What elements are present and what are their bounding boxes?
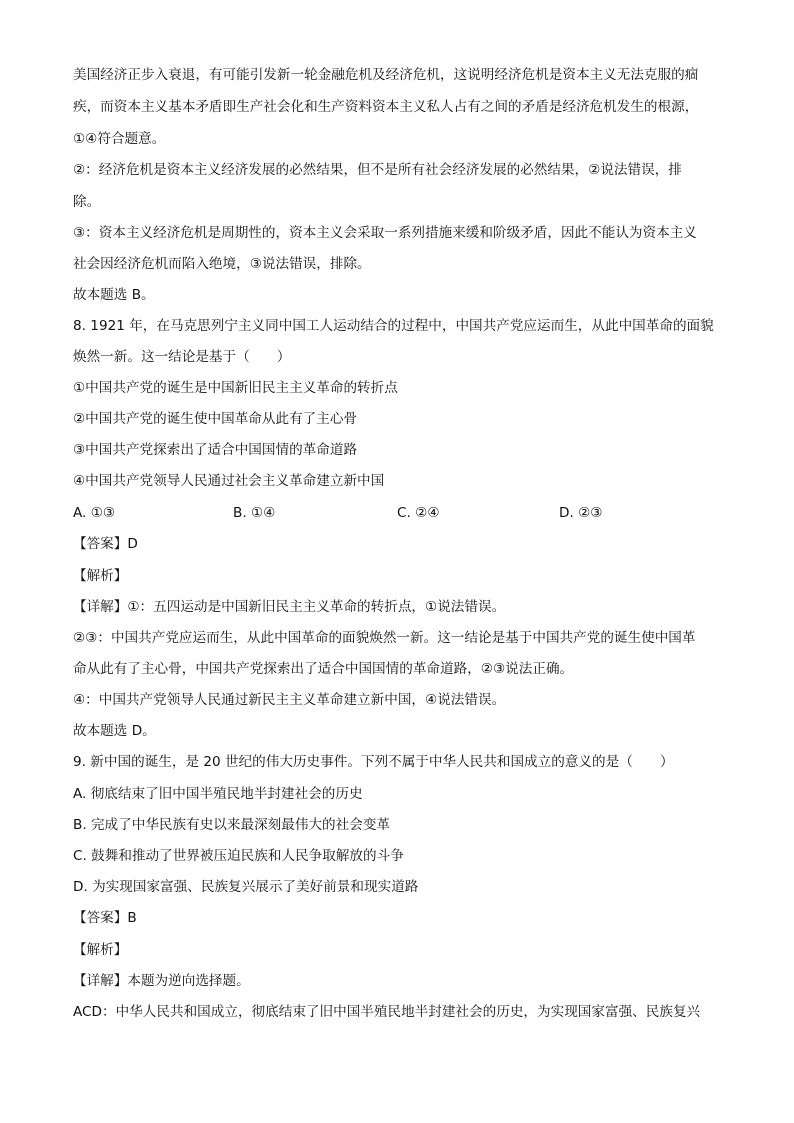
q8-option-a: A. ①③ (73, 505, 116, 521)
q8-statement: ②中国共产党的诞生使中国革命从此有了主心骨 (73, 411, 358, 427)
q8-detail: ②③：中国共产党应运而生，从此中国革命的面貌焕然一新。这一结论是基于中国共产党的诞生使中国革 (73, 630, 696, 646)
q8-detail: 命从此有了主心骨，中国共产党探索出了适合中国国情的革命道路，②③说法正确。 (73, 661, 574, 677)
q9-option-a: A. 彻底结束了旧中国半殖民地半封建社会的历史 (73, 786, 363, 802)
q8-conclusion: 故本题选 D。 (73, 723, 156, 739)
q9-detail: ACD：中华人民共和国成立，彻底结束了旧中国半殖民地半封建社会的历史，为实现国家富强、民族复兴 (73, 1004, 701, 1020)
q8-statement: ④中国共产党领导人民通过社会主义革命建立新中国 (73, 473, 385, 489)
q7-analysis-line: 社会因经济危机而陷入绝境，③说法错误，排除。 (73, 256, 371, 272)
q8-statement: ①中国共产党的诞生是中国新旧民主主义革命的转折点 (73, 380, 398, 396)
q9-stem: 9. 新中国的诞生，是 20 世纪的伟大历史事件。下列不属于中华人民共和国成立的意义的是（ ） (73, 754, 674, 770)
q8-detail: 【详解】①：五四运动是中国新旧民主主义革命的转折点，①说法错误。 (73, 599, 506, 615)
q8-option-c: C. ②④ (397, 505, 440, 521)
q9-answer: 【答案】B (73, 910, 137, 926)
q7-analysis-line: 美国经济正步入衰退，有可能引发新一轮金融危机及经济危机，这说明经济危机是资本主义无法克服的痼 (73, 67, 699, 83)
q7-analysis-line: ①④符合题意。 (73, 131, 166, 147)
q9-detail: 【详解】本题为逆向选择题。 (73, 973, 250, 989)
q8-analysis-label: 【解析】 (73, 568, 128, 584)
q9-analysis-label: 【解析】 (73, 942, 128, 958)
q9-option-c: C. 鼓舞和推动了世界被压迫民族和人民争取解放的斗争 (73, 848, 404, 864)
q8-answer: 【答案】D (73, 536, 138, 552)
q8-stem: 焕然一新。这一结论是基于（ ） (73, 349, 291, 365)
q7-analysis-line: ②：经济危机是资本主义经济发展的必然结果，但不是所有社会经济发展的必然结果，②说法错误，排 (73, 162, 682, 178)
q8-option-b: B. ①④ (233, 505, 276, 521)
q8-detail: ④：中国共产党领导人民通过新民主主义革命建立新中国，④说法错误。 (73, 692, 506, 708)
q9-option-b: B. 完成了中华民族有史以来最深刻最伟大的社会变革 (73, 817, 391, 833)
q8-options-row (73, 503, 734, 523)
q8-stem: 8. 1921 年，在马克思列宁主义同中国工人运动结合的过程中，中国共产党应运而生，从此中国革命的面貌 (73, 318, 714, 334)
q7-analysis-line: ③：资本主义经济危机是周期性的，资本主义会采取一系列措施来缓和阶级矛盾，因此不能认为资本主义 (73, 225, 697, 241)
q7-analysis-line: 疾，而资本主义基本矛盾即生产社会化和生产资料资本主义私人占有之间的矛盾是经济危机发生的根源， (73, 99, 699, 115)
q8-statement: ③中国共产党探索出了适合中国国情的革命道路 (73, 442, 358, 458)
q9-option-d: D. 为实现国家富强、民族复兴展示了美好前景和现实道路 (73, 879, 419, 895)
q7-conclusion: 故本题选 B。 (73, 287, 155, 303)
q8-option-d: D. ②③ (559, 505, 603, 521)
q7-analysis-line: 除。 (73, 194, 101, 210)
